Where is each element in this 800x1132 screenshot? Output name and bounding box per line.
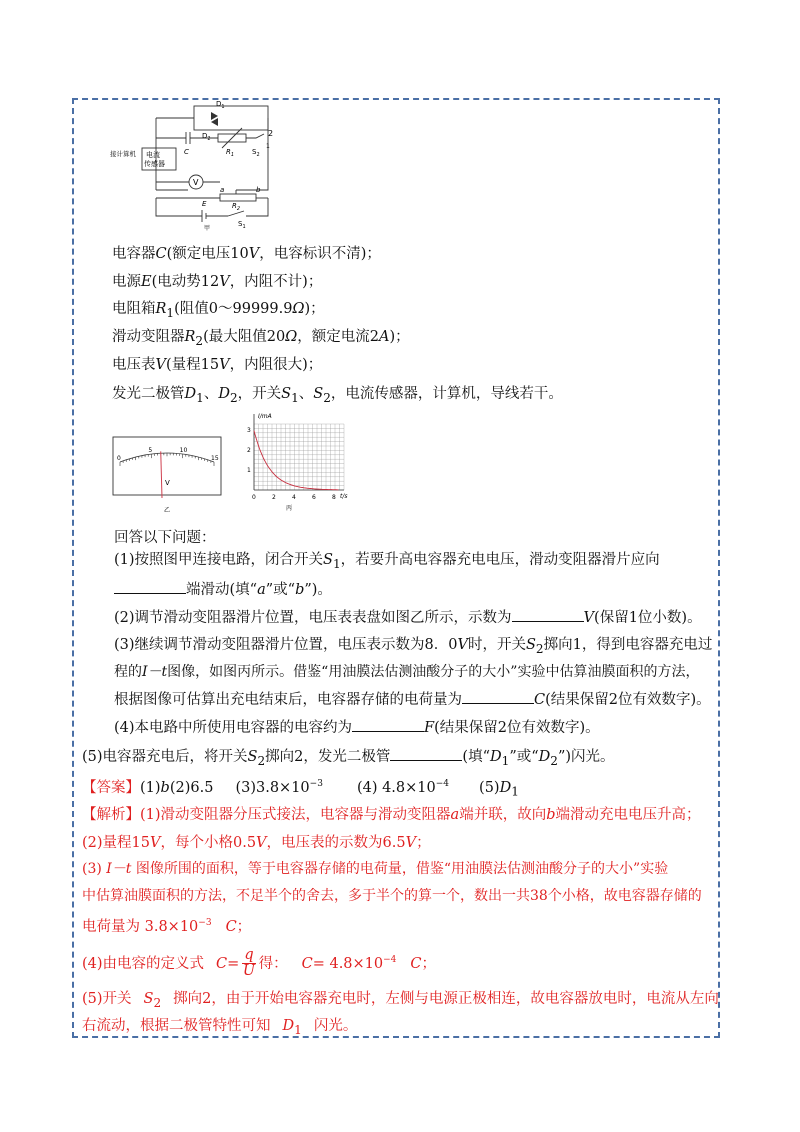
a-label: a: [220, 186, 225, 194]
r1-label: $R_1$: [226, 148, 235, 158]
y-tick-3: 3: [247, 427, 251, 434]
y-tick-1: 1: [247, 467, 251, 474]
x-tick-8: 8: [332, 494, 336, 501]
question-3-line-2: 程的I－t图像，如图丙所示。借鉴“用油膜法估测油酸分子的大小”实验中估算油膜面积的方法，: [114, 664, 700, 680]
answer-blank-5[interactable]: [390, 745, 462, 761]
question-1-line-2: 端滑动(填“a”或“b”)。: [114, 578, 332, 600]
sensor-label-2: 传感器: [144, 160, 165, 168]
question-3-line-3: 根据图像可估算出充电结束后，电容器存储的电荷量为 C(结果保留2位有效数字)。: [114, 688, 711, 710]
y-tick-2: 2: [247, 447, 251, 454]
answer-blank-1[interactable]: [114, 578, 186, 594]
to-computer-label: 接计算机: [110, 150, 136, 158]
x-tick-4: 4: [292, 494, 296, 501]
s1-label: $S_1$: [238, 220, 246, 230]
voltmeter-symbol: V: [193, 178, 199, 187]
meter-symbol: V: [165, 479, 170, 487]
equip-source: 电源E(电动势12V，内阻不计)；: [112, 274, 323, 290]
s2-label: $S_2$: [252, 148, 260, 158]
current-time-graph: [240, 410, 350, 516]
equip-others: 发光二极管$D_1$、$D_2$，开关$S_1$、$S_2$，电流传感器，计算机，导线若干。: [112, 386, 563, 405]
x-tick-2: 2: [272, 494, 276, 501]
answer-line: 【答案】(1)b(2)6.5 $(3)3.8\times 10^{-3}$ (4) $4.8\times 10^{-4}$ $(5)D_1$: [82, 779, 519, 799]
meter-tick-label: 15: [211, 455, 219, 462]
pos2-label: 2: [268, 129, 274, 138]
cap-label: C: [184, 148, 189, 156]
formula-fraction: $\frac{q}{U}$: [242, 947, 256, 980]
question-1-line-1: (1)按照图甲连接电路，闭合开关$S_1$，若要升高电容器充电电压，滑动变阻器滑片应向: [114, 552, 660, 571]
analysis-line-7: (5)开关 $S_2$ 掷向2，由于开始电容器充电时，左侧与电源正极相连，故电容器放电时，电流从左向: [82, 991, 719, 1010]
question-4: (4)本电路中所使用电容器的电容约为 F(结果保留2位有效数字)。: [114, 716, 600, 738]
meter-tick-label: 10: [179, 447, 188, 455]
y-axis-label: I/mA: [258, 413, 272, 420]
analysis-line-8: 右流动，根据二极管特性可知 $D_1$ 闪光。: [82, 1018, 358, 1037]
questions-intro: 回答以下问题：: [114, 530, 216, 546]
analysis-line-4: 中估算油膜面积的方法，不足半个的舍去，多于半个的算一个，数出一共38个小格，故电容器存储的: [82, 888, 702, 904]
equip-rheostat: 滑动变阻器$R_2$(最大阻值20Ω，额定电流2A)；: [112, 329, 410, 348]
analysis-line-6: (4)由电容的定义式 C= $\frac{q}{U}$ 得： $C= 4.8\times 10^{-4}$ C；: [82, 947, 437, 980]
equip-voltmeter: 电压表V(量程15V，内阻很大)；: [112, 357, 323, 373]
answer-blank-3[interactable]: [462, 688, 534, 704]
analysis-line-3: (3) I－t 图像所围的面积，等于电容器存储的电荷量，借鉴“用油膜法估测油酸分子的大小”实验: [82, 861, 669, 877]
voltmeter-dial: [112, 436, 222, 518]
equip-capacitor: 电容器C(额定电压10V，电容标识不清)；: [112, 246, 381, 262]
meter-needle: [161, 451, 162, 498]
circuit-diagram: [106, 98, 281, 234]
question-3-line-1: (3)继续调节滑动变阻器滑片位置，电压表示数为8．0V时，开关$S_2$掷向1，得到电容器充电过: [114, 637, 713, 656]
r2-label: $R_2$: [232, 202, 241, 212]
x-tick-0: 0: [252, 494, 256, 501]
x-axis-label: t/s: [340, 493, 348, 500]
analysis-line-5: 电荷量为 $3.8\times 10^{-3}$ C；: [82, 918, 252, 935]
graph-caption: 丙: [286, 505, 293, 512]
analysis-line-1: 【解析】(1)滑动变阻器分压式接法，电容器与滑动变阻器a端并联，故向b端滑动充电电压升高；: [82, 807, 701, 823]
analysis-line-2: (2)量程15V，每个小格0.5V，电压表的示数为6.5V；: [82, 835, 431, 851]
meter-caption: 乙: [164, 507, 171, 514]
meter-tick-label: 0: [117, 455, 121, 462]
b-label: b: [256, 186, 261, 194]
question-5: (5)电容器充电后，将开关$S_2$掷向2，发光二极管 (填“$D_1$”或“$D_2$”)闪光。: [82, 745, 615, 771]
decay-curve: [254, 431, 338, 490]
answer-blank-2[interactable]: [512, 606, 584, 622]
equip-resistance-box: 电阻箱$R_1$(阻值0～99999.9Ω)；: [112, 301, 325, 320]
x-tick-6: 6: [312, 494, 316, 501]
d1-label: $D_1$: [216, 100, 225, 110]
pos1-label: 1: [266, 143, 270, 150]
d2-label: $D_2$: [202, 132, 211, 142]
question-2: (2)调节滑动变阻器滑片位置，电压表表盘如图乙所示，示数为 V(保留1位小数)。: [114, 606, 702, 628]
circuit-caption: 甲: [204, 225, 211, 232]
meter-tick-label: 5: [148, 447, 153, 455]
answer-blank-4[interactable]: [352, 716, 424, 732]
sensor-label-1: 电流: [146, 151, 160, 159]
e-label: E: [202, 200, 207, 208]
